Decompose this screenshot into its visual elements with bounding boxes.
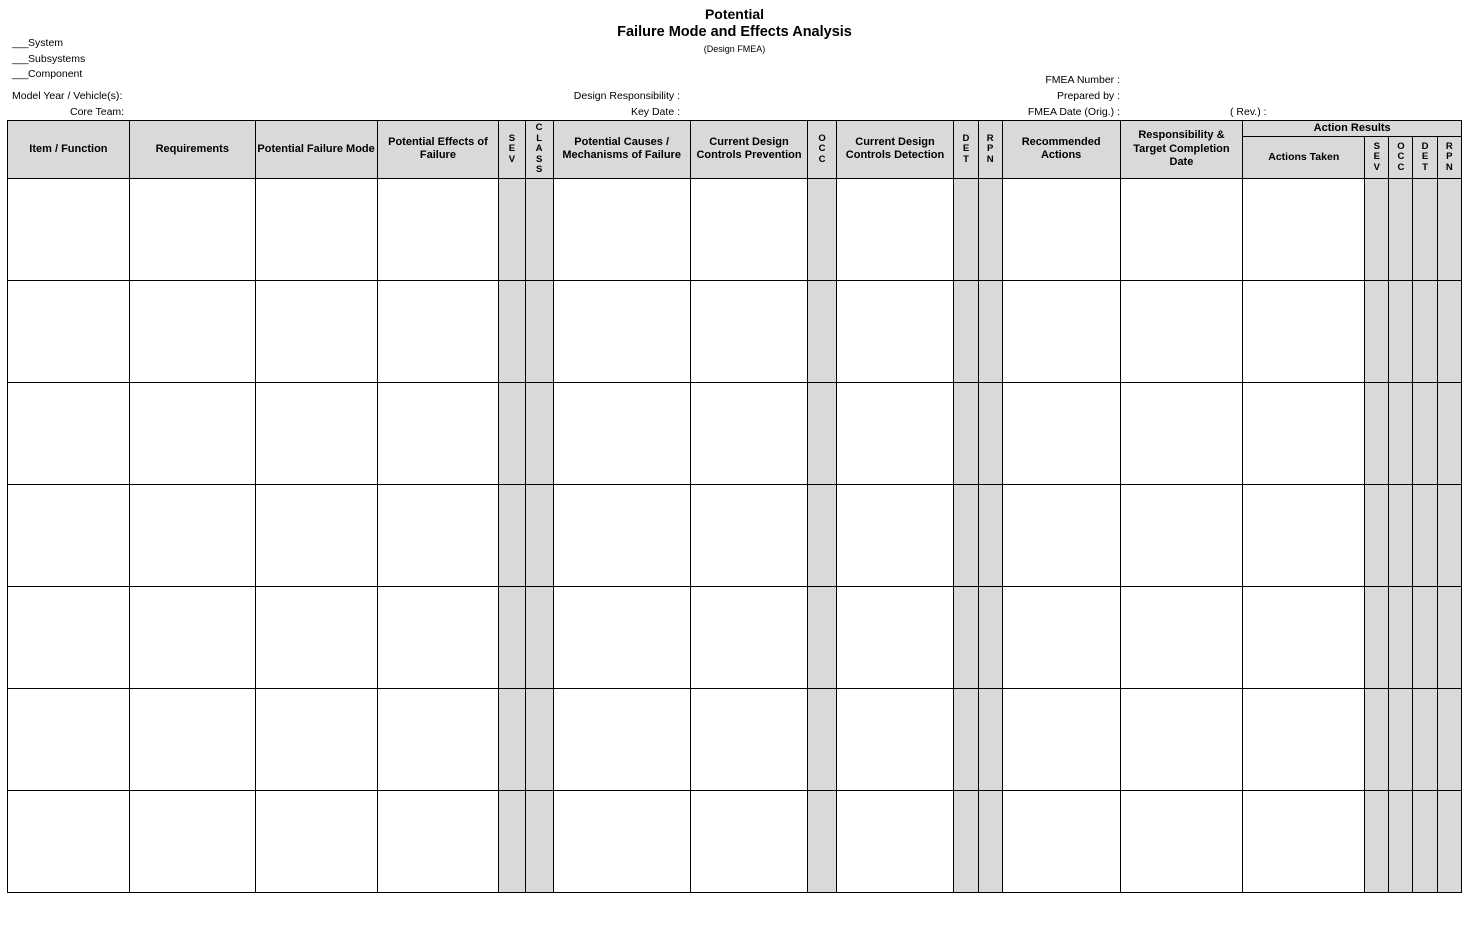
table-cell[interactable] — [553, 280, 690, 382]
table-cell[interactable] — [499, 484, 525, 586]
rpn-result-letter-p: P — [1446, 151, 1453, 163]
table-cell[interactable] — [8, 688, 130, 790]
scope-system-underscore: ___ — [12, 37, 29, 49]
col-header-rpn-result — [1437, 137, 1461, 178]
table-cell[interactable] — [255, 382, 377, 484]
table-cell[interactable] — [1243, 382, 1365, 484]
table-cell[interactable] — [690, 586, 808, 688]
table-cell[interactable] — [1243, 484, 1365, 586]
table-cell[interactable] — [1413, 688, 1437, 790]
table-cell[interactable] — [525, 790, 553, 892]
col-header-potential-failure-mode: Potential Failure Mode — [255, 121, 377, 179]
table-cell[interactable] — [1002, 586, 1120, 688]
table-cell[interactable] — [525, 586, 553, 688]
class-letter-s1: S — [535, 153, 543, 165]
header-left-fields — [12, 88, 312, 120]
table-cell[interactable] — [8, 586, 130, 688]
table-cell[interactable] — [1120, 688, 1243, 790]
table-cell[interactable] — [255, 178, 377, 280]
table-cell[interactable] — [1437, 586, 1461, 688]
table-cell[interactable] — [1243, 280, 1365, 382]
table-cell[interactable] — [978, 688, 1002, 790]
table-cell[interactable] — [1437, 178, 1461, 280]
occ-letter-c1: C — [818, 143, 826, 154]
table-cell[interactable] — [1389, 688, 1413, 790]
scope-system-label: System — [28, 37, 64, 49]
title-subtitle: (Design FMEA) — [703, 44, 766, 54]
class-letter-l: L — [536, 132, 543, 144]
table-cell[interactable] — [525, 178, 553, 280]
header-row-1 — [8, 121, 1462, 137]
table-cell[interactable] — [1243, 688, 1365, 790]
table-cell[interactable] — [1120, 382, 1243, 484]
scope-checklist — [12, 36, 85, 83]
table-cell[interactable] — [836, 178, 954, 280]
sev-letter-v: V — [508, 153, 516, 165]
table-cell[interactable] — [129, 382, 255, 484]
table-cell[interactable] — [129, 178, 255, 280]
table-cell[interactable] — [690, 688, 808, 790]
col-header-det — [954, 121, 978, 179]
table-cell[interactable] — [129, 484, 255, 586]
field-model-year-vehicles[interactable]: Model Year / Vehicle(s): — [12, 90, 123, 102]
col-header-action-results-group: Action Results — [1243, 121, 1462, 137]
table-cell[interactable] — [1437, 688, 1461, 790]
table-row — [8, 586, 1462, 688]
table-cell[interactable] — [1243, 178, 1365, 280]
table-cell[interactable] — [553, 586, 690, 688]
occ-result-letter-c1: C — [1397, 151, 1405, 163]
table-cell[interactable] — [1413, 790, 1437, 892]
table-cell[interactable] — [255, 280, 377, 382]
table-cell[interactable] — [978, 586, 1002, 688]
table-row — [8, 178, 1462, 280]
table-cell[interactable] — [1365, 688, 1389, 790]
det-result-letter-t: T — [1422, 161, 1428, 173]
table-head — [8, 121, 1462, 179]
table-cell[interactable] — [1389, 586, 1413, 688]
table-cell[interactable] — [978, 178, 1002, 280]
table-cell[interactable] — [1243, 586, 1365, 688]
scope-item-system[interactable] — [12, 36, 85, 52]
table-cell[interactable] — [690, 790, 808, 892]
table-cell[interactable] — [836, 484, 954, 586]
table-cell[interactable] — [1002, 280, 1120, 382]
table-cell[interactable] — [954, 790, 978, 892]
table-cell[interactable] — [690, 178, 808, 280]
class-letter-s2: S — [535, 164, 543, 175]
table-cell[interactable] — [525, 382, 553, 484]
title-line-1: Potential — [704, 6, 765, 22]
table-body — [8, 178, 1462, 892]
field-core-team[interactable]: Core Team: — [70, 106, 125, 118]
table-cell[interactable] — [978, 280, 1002, 382]
table-cell[interactable] — [1389, 280, 1413, 382]
scope-component-label: Component — [28, 68, 83, 80]
table-cell[interactable] — [1002, 790, 1120, 892]
table-cell[interactable] — [690, 484, 808, 586]
table-cell[interactable] — [836, 790, 954, 892]
table-cell[interactable] — [1120, 790, 1243, 892]
table-cell[interactable] — [8, 382, 130, 484]
table-cell[interactable] — [954, 178, 978, 280]
table-cell[interactable] — [129, 586, 255, 688]
table-cell[interactable] — [808, 178, 836, 280]
table-cell[interactable] — [499, 790, 525, 892]
table-cell[interactable] — [377, 280, 499, 382]
table-cell[interactable] — [499, 688, 525, 790]
col-header-class — [525, 121, 553, 179]
sev-result-letter-e: E — [1373, 151, 1380, 163]
table-cell[interactable] — [1437, 484, 1461, 586]
occ-letter-o: O — [818, 132, 826, 144]
table-cell[interactable] — [377, 484, 499, 586]
det-result-letter-e: E — [1421, 151, 1429, 163]
col-header-responsibility-target-completion-date: Responsibility & Target Completion Date — [1120, 121, 1243, 179]
table-cell[interactable] — [1120, 178, 1243, 280]
table-cell[interactable] — [1365, 484, 1389, 586]
class-letter-a: A — [535, 143, 543, 154]
scope-component-underscore: ___ — [12, 68, 29, 80]
header-middle-fields — [470, 88, 680, 120]
table-cell[interactable] — [1120, 586, 1243, 688]
table-cell[interactable] — [553, 688, 690, 790]
col-header-potential-effects-of-failure: Potential Effects of Failure — [377, 121, 499, 179]
det-letter-d: D — [962, 132, 970, 144]
table-cell[interactable] — [553, 484, 690, 586]
title-line-2: Failure Mode and Effects Analysis — [617, 24, 852, 40]
col-header-sev-result — [1365, 137, 1389, 178]
fmea-table — [7, 120, 1462, 893]
sev-result-letter-v: V — [1373, 161, 1380, 173]
table-cell[interactable] — [1120, 280, 1243, 382]
sev-letter-s: S — [508, 132, 516, 144]
table-cell[interactable] — [808, 586, 836, 688]
rpn-letter-n: N — [986, 153, 994, 165]
col-header-rpn — [978, 121, 1002, 179]
table-cell[interactable] — [553, 178, 690, 280]
field-fmea-date-original[interactable]: FMEA Date (Orig.) : — [1027, 106, 1120, 118]
table-cell[interactable] — [255, 586, 377, 688]
table-cell[interactable] — [836, 688, 954, 790]
table-row — [8, 484, 1462, 586]
table-cell[interactable] — [1365, 178, 1389, 280]
table-cell[interactable] — [8, 790, 130, 892]
occ-letter-c2: C — [818, 153, 826, 165]
det-result-letter-d: D — [1421, 140, 1429, 152]
table-cell[interactable] — [525, 484, 553, 586]
table-cell[interactable] — [377, 586, 499, 688]
col-header-det-result — [1413, 137, 1437, 178]
table-cell[interactable] — [1413, 484, 1437, 586]
scope-item-component[interactable] — [12, 67, 85, 83]
table-cell[interactable] — [553, 382, 690, 484]
table-cell[interactable] — [1002, 178, 1120, 280]
table-cell[interactable] — [255, 484, 377, 586]
table-row — [8, 688, 1462, 790]
table-cell[interactable] — [499, 280, 525, 382]
table-cell[interactable] — [978, 484, 1002, 586]
table-cell[interactable] — [808, 280, 836, 382]
scope-subsystems-label: Subsystems — [28, 52, 86, 65]
class-letter-c: C — [535, 122, 543, 133]
field-fmea-number[interactable]: FMEA Number : — [1045, 74, 1120, 86]
col-header-potential-causes: Potential Causes / Mechanisms of Failure — [553, 121, 690, 179]
table-cell[interactable] — [1002, 382, 1120, 484]
scope-item-subsystems[interactable] — [12, 52, 85, 68]
table-cell[interactable] — [1437, 382, 1461, 484]
table-cell[interactable] — [954, 688, 978, 790]
table-cell[interactable] — [255, 688, 377, 790]
rpn-result-letter-r: R — [1445, 140, 1453, 152]
col-header-occ-result — [1389, 137, 1413, 178]
table-cell[interactable] — [129, 688, 255, 790]
table-cell[interactable] — [8, 280, 130, 382]
table-cell[interactable] — [499, 178, 525, 280]
table-cell[interactable] — [954, 280, 978, 382]
table-cell[interactable] — [1243, 790, 1365, 892]
field-design-responsibility[interactable]: Design Responsibility : — [573, 90, 680, 102]
table-cell[interactable] — [978, 382, 1002, 484]
table-cell[interactable] — [1389, 382, 1413, 484]
title-block — [10, 6, 1459, 56]
table-cell[interactable] — [954, 382, 978, 484]
col-header-requirements: Requirements — [129, 121, 255, 179]
table-cell[interactable] — [525, 280, 553, 382]
table-cell[interactable] — [377, 688, 499, 790]
field-revision-date[interactable]: ( Rev.) : — [1230, 106, 1267, 118]
occ-result-letter-c2: C — [1397, 161, 1405, 173]
rpn-letter-p: P — [986, 143, 994, 154]
table-cell[interactable] — [129, 280, 255, 382]
col-header-current-design-controls-prevention: Current Design Controls Prevention — [690, 121, 808, 179]
table-cell[interactable] — [1413, 382, 1437, 484]
table-cell[interactable] — [1413, 586, 1437, 688]
table-row — [8, 382, 1462, 484]
table-cell[interactable] — [836, 280, 954, 382]
table-cell[interactable] — [1389, 790, 1413, 892]
table-cell[interactable] — [690, 382, 808, 484]
table-cell[interactable] — [690, 280, 808, 382]
table-row — [8, 280, 1462, 382]
table-cell[interactable] — [255, 790, 377, 892]
table-cell[interactable] — [1413, 280, 1437, 382]
table-cell[interactable] — [954, 484, 978, 586]
det-letter-t: T — [963, 153, 969, 165]
table-cell[interactable] — [553, 790, 690, 892]
table-cell[interactable] — [1389, 178, 1413, 280]
table-cell[interactable] — [808, 382, 836, 484]
table-cell[interactable] — [1365, 280, 1389, 382]
table-cell[interactable] — [1413, 178, 1437, 280]
table-cell[interactable] — [499, 382, 525, 484]
table-cell[interactable] — [1389, 484, 1413, 586]
table-row — [8, 790, 1462, 892]
table-cell[interactable] — [1120, 484, 1243, 586]
field-prepared-by[interactable]: Prepared by : — [1056, 90, 1120, 102]
table-cell[interactable] — [1437, 280, 1461, 382]
col-header-occ — [808, 121, 836, 179]
occ-result-letter-o: O — [1397, 140, 1405, 152]
table-cell[interactable] — [978, 790, 1002, 892]
table-cell[interactable] — [808, 688, 836, 790]
rpn-result-letter-n: N — [1445, 161, 1453, 173]
col-header-current-design-controls-detection: Current Design Controls Detection — [836, 121, 954, 179]
col-header-actions-taken: Actions Taken — [1243, 137, 1365, 178]
table-cell[interactable] — [836, 382, 954, 484]
rpn-letter-r: R — [986, 132, 994, 144]
table-cell[interactable] — [499, 586, 525, 688]
table-cell[interactable] — [1365, 382, 1389, 484]
table-cell[interactable] — [1002, 688, 1120, 790]
table-cell[interactable] — [808, 790, 836, 892]
table-cell[interactable] — [836, 586, 954, 688]
table-cell[interactable] — [1365, 790, 1389, 892]
table-cell[interactable] — [1002, 484, 1120, 586]
sev-letter-e: E — [508, 143, 516, 154]
table-cell[interactable] — [8, 178, 130, 280]
table-cell[interactable] — [1437, 790, 1461, 892]
col-header-item-function: Item / Function — [8, 121, 130, 179]
table-cell[interactable] — [377, 382, 499, 484]
table-cell[interactable] — [377, 790, 499, 892]
table-cell[interactable] — [377, 178, 499, 280]
scope-subsystems-underscore: ___ — [12, 52, 29, 65]
form-header — [0, 0, 1469, 120]
table-cell[interactable] — [129, 790, 255, 892]
table-cell[interactable] — [525, 688, 553, 790]
table-cell[interactable] — [808, 484, 836, 586]
table-cell[interactable] — [954, 586, 978, 688]
field-key-date[interactable]: Key Date : — [630, 106, 680, 118]
col-header-sev — [499, 121, 525, 179]
col-header-recommended-actions: Recommended Actions — [1002, 121, 1120, 179]
det-letter-e: E — [962, 143, 970, 154]
sev-result-letter-s: S — [1373, 140, 1380, 152]
header-right-fields — [880, 72, 1120, 120]
table-cell[interactable] — [1365, 586, 1389, 688]
table-cell[interactable] — [8, 484, 130, 586]
